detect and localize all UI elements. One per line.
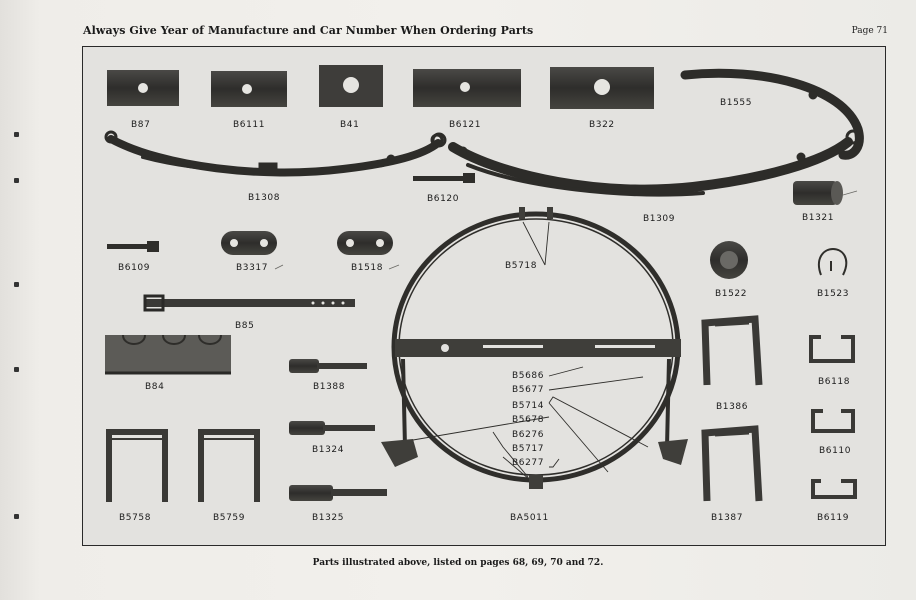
label-b1555: B1555: [720, 98, 753, 108]
bumper-b1522-icon: [710, 241, 748, 279]
label-b6120: B6120: [427, 194, 460, 204]
page-footer-note: Parts illustrated above, listed on pages 68, 69, 70 and 72.: [312, 558, 604, 568]
label-b3317: B3317: [236, 263, 269, 273]
punch-mark: [14, 178, 19, 183]
label-b5686: B5686: [512, 371, 545, 381]
parts-illustration-plate: [82, 46, 886, 546]
label-b6109: B6109: [118, 263, 151, 273]
label-b5759: B5759: [213, 513, 246, 523]
label-b1324: B1324: [312, 445, 345, 455]
plate-b322-icon: [550, 67, 654, 109]
clevis-b5758-icon: [109, 432, 165, 502]
parts-drawing: [83, 47, 885, 545]
bushing-b1321-icon: [793, 181, 843, 205]
label-b6119: B6119: [817, 513, 850, 523]
clip-b6118-icon: [811, 337, 853, 361]
label-b5718: B5718: [505, 261, 538, 271]
leaf-spring-b1308-icon: [106, 132, 442, 172]
label-b1523: B1523: [817, 289, 850, 299]
shackle-b1387-icon: [705, 429, 759, 501]
bolt-b1324-icon: [289, 421, 375, 435]
shackle-b1386-icon: [705, 319, 759, 385]
bolt-b6120-icon: [413, 173, 475, 183]
label-b6121: B6121: [449, 120, 482, 130]
strap-b85-icon: [145, 296, 355, 310]
label-b87: B87: [131, 120, 151, 130]
label-b1518: B1518: [351, 263, 384, 273]
label-b5677: B5677: [512, 385, 545, 395]
label-b1308: B1308: [248, 193, 281, 203]
page-header-title: Always Give Year of Manufacture and Car Number When Ordering Parts: [83, 24, 534, 37]
label-b1522: B1522: [715, 289, 748, 299]
label-b84: B84: [145, 382, 165, 392]
shackle-link-b1518-icon: [337, 231, 393, 255]
label-b1387: B1387: [711, 513, 744, 523]
plate-b87-icon: [107, 70, 179, 106]
label-b1386: B1386: [716, 402, 749, 412]
plate-b6121-icon: [413, 69, 521, 107]
label-b6118: B6118: [818, 377, 851, 387]
plate-b41-icon: [319, 65, 383, 107]
punch-mark: [14, 367, 19, 372]
clevis-b5759-icon: [201, 432, 257, 502]
page-number: Page 71: [851, 26, 888, 36]
label-b5758: B5758: [119, 513, 152, 523]
label-b1309: B1309: [643, 214, 676, 224]
shackle-link-b3317-icon: [221, 231, 277, 255]
label-b5717: B5717: [512, 444, 545, 454]
clip-b6119-icon: [813, 481, 855, 497]
punch-mark: [14, 132, 19, 137]
label-b5714: B5714: [512, 401, 545, 411]
bolt-b6109-icon: [107, 241, 159, 252]
label-b6277: B6277: [512, 458, 545, 468]
plate-b6111-icon: [211, 71, 287, 107]
label-b6276: B6276: [512, 430, 545, 440]
label-b6111: B6111: [233, 120, 266, 130]
label-b1388: B1388: [313, 382, 346, 392]
label-b41: B41: [340, 120, 360, 130]
bolt-b1325-icon: [289, 485, 387, 501]
label-ba5011: BA5011: [510, 513, 549, 523]
label-b6110: B6110: [819, 446, 852, 456]
label-b85: B85: [235, 321, 255, 331]
punch-mark: [14, 282, 19, 287]
pencil-marks: [275, 191, 857, 269]
spring-clip-b1523-icon: [819, 249, 846, 275]
bolt-b1388-icon: [289, 359, 367, 373]
label-b5678: B5678: [512, 415, 545, 425]
label-b322: B322: [589, 120, 615, 130]
punch-mark: [14, 514, 19, 519]
label-b1321: B1321: [802, 213, 835, 223]
pad-b84-icon: [105, 335, 231, 373]
clip-b6110-icon: [813, 411, 853, 431]
label-b1325: B1325: [312, 513, 345, 523]
